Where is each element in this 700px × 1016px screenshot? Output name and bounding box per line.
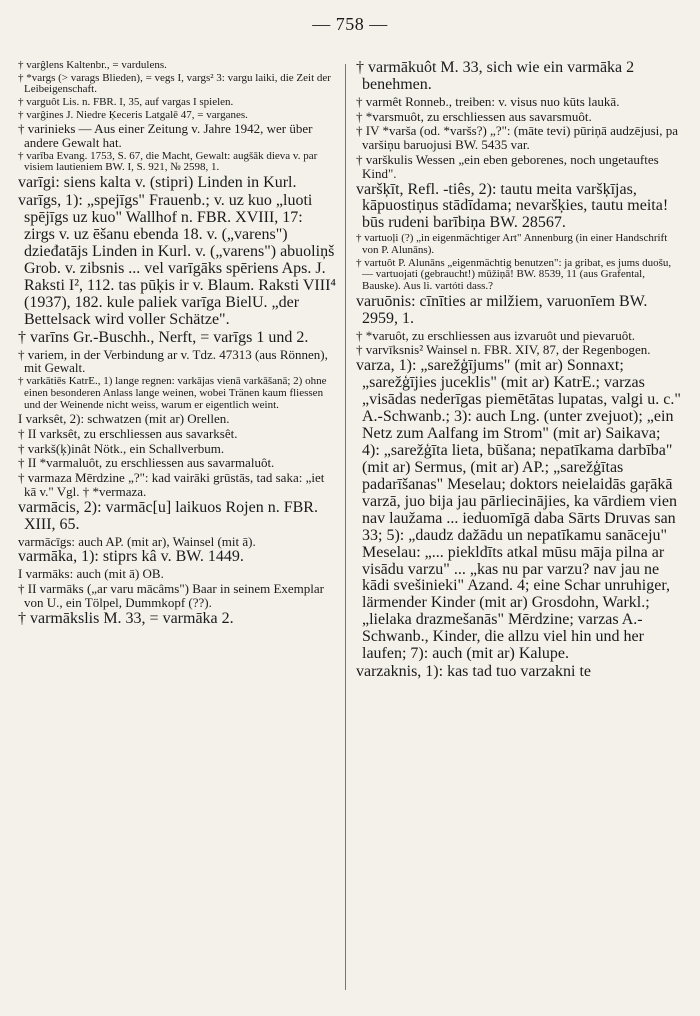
dictionary-entry: † varīns Gr.-Buschh., Nerft, = varīgs 1 und 2.	[18, 328, 309, 346]
dictionary-entry: varza, 1): „sarežģījums" (mit ar) Sonnaxt; „sarežģījies juceklis" (mit ar) KatrE.; varzas „visādas nederīgas piemētātas lupatas, valgi u. c." A.-Schwanb.; 3): auch Lng. (unter zvejuot); „ein Netz zum Aalfang im Strom" (mit ar) Saikava; 4): „sarežģīta lieta, būšana; nepatīkama darbība" (mit ar) Sermus, (mit ar) AP.; „sarežģītas padarīšanas" Meselau; doktors neielaidās gaŗākā varzā, juo bija jau pārliecinājies, ka vārdiem vien nav laužama ... ieduomīgā daba Sārts Druvas san 33; 5): „daudz dažādu un nepatīkamu sanāceju" Meselau: „... piekldīts atkal mūsu māja pilna ar visādu varzu" ... „kas nu par varzu? nav jau ne kādi svešinieki" Azand. 4; eine Schar unruhiger, lärmender Kinder (mit ar) Grosdohn, Warkl.; „lielaka drazmešanās" Mērdzine; varzas A.-Schwanb., Kinder, die allzu viel hin und her laufen; 7): auch (mit ar) Kalupe.	[356, 357, 681, 663]
dictionary-entry: † varmākuôt M. 33, sich wie ein varmāka 2 benehmen.	[356, 60, 635, 93]
dictionary-entry: I varksêt, 2): schwatzen (mit ar) Orellen.	[18, 411, 230, 427]
dictionary-entry: varuōnis: cīnīties ar milžiem, varuonīem BW. 2959, 1.	[356, 292, 648, 327]
dictionary-entry: † IV *varša (od. *varšs?) „?": (māte tevi) pūriņā audzējusi, pa varšiņu baruojusi BW. 5435 var.	[356, 123, 679, 153]
dictionary-entry: † II varmāks („ar varu mācâms") Baar in seinem Exemplar von U., ein Tölpel, Dummkopf (??).	[18, 581, 324, 610]
dictionary-entry: varmācis, 2): varmāc[u] laikuos Rojen n. FBR. XIII, 65.	[18, 498, 318, 533]
dictionary-entry: † varmaza Mērdzine „?": kad vairāki grūstās, tad saka: „iet kā v." Vgl. † *vermaza.	[18, 470, 325, 499]
dictionary-entry: † varškulis Wessen „ein eben geborenes, noch ungetauftes Kind".	[356, 151, 659, 181]
page-number: — 758 —	[312, 14, 388, 34]
dictionary-entry: I varmāks: auch (mit ā) OB.	[18, 566, 164, 582]
dictionary-entry: † varĝlens Kaltenbr., = vardulens.	[18, 60, 167, 71]
dictionary-entry: varzaknis, 1): kas tad tuo varzakni te	[356, 663, 592, 681]
dictionary-entry: † variem, in der Verbindung ar v. Tdz. 47313 (aus Rönnen), mit Gewalt.	[18, 346, 328, 376]
dictionary-entry: † varĝines J. Niedre Ķeceris Latgalē 47, = varganes.	[18, 108, 248, 121]
dictionary-entry: varīgi: siens kalta v. (stipri) Linden in Kurl.	[18, 174, 297, 192]
dictionary-entry: † varvīksnis² Wainsel n. FBR. XIV, 87, der Regenbogen.	[356, 342, 651, 358]
dictionary-entry: † varinieks — Aus einer Zeitung v. Jahre 1942, wer über andere Gewalt hat.	[18, 121, 313, 151]
column-divider	[345, 64, 346, 990]
dictionary-entry: † varība Evang. 1753, S. 67, die Macht, Gewalt: augšāk dieva v. par visiem lautieniem BW. I, S. 921, № 2598, 1.	[18, 149, 318, 174]
left-column	[18, 60, 336, 992]
dictionary-entry: † varkš(ķ)inât Nötk., ein Schallverbum.	[18, 440, 225, 456]
dictionary-entry: varmācīgs: auch AP. (mit ar), Wainsel (mit ā).	[18, 533, 256, 549]
dictionary-entry: † varmêt Ronneb., treiben: v. visus nuo kūts laukā.	[356, 93, 620, 109]
dictionary-entry: varmāka, 1): stiprs kâ v. BW. 1449.	[18, 548, 244, 566]
dictionary-entry: varšķīt, Refl. -tiês, 2): tautu meita varšķījas, kāpuostiņus stādīdama; nevaršķies, tautu meita! būs rudeni barībiņa BW. 28567.	[356, 180, 669, 232]
dictionary-entry: † vartuoļi (?) „in eigenmächtiger Art" Annenburg (in einer Handschrift von P. Alunāns).	[356, 232, 668, 257]
dictionary-entry: † *varsmuôt, zu erschliessen aus savarsmuôt.	[356, 108, 592, 124]
dictionary-entry: † II varksêt, zu erschliessen aus savarksêt.	[18, 425, 238, 441]
dictionary-entry: † *varuôt, zu erschliessen aus izvaruôt und pievaruôt.	[356, 327, 636, 343]
dictionary-entry: † II *varmaluôt, zu erschliessen aus savarmaluôt.	[18, 455, 275, 471]
dictionary-entry: † varguôt Lis. n. FBR. I, 35, auf vargas I spielen.	[18, 95, 234, 108]
dictionary-entry: † *vargs (> varags Blieden), = vegs I, vargs² 3: vargu laiki, die Zeit der Leibeigenschaft.	[18, 71, 331, 96]
right-column	[356, 60, 682, 992]
dictionary-entry: † varkātiēs KatrE., 1) lange regnen: varkājas vienā varkāšanā; 2) ohne einen besonderen Anlass lange weinen, wobei Tränen kaum fliessen und der Weinende nicht weiss, warum er eigentlich weint.	[18, 375, 327, 411]
dictionary-entry: † vartuôt P. Alunāns „eigenmächtig benutzen": ja gribat, es jums duošu, — vartuojati (gebraucht!) mūžiņā! BW. 8539, 11 (aus Grafental, Bauske). Aus li. vartóti dass.?	[356, 256, 672, 292]
dictionary-entry: † varmākslis M. 33, = varmāka 2.	[18, 609, 234, 627]
dictionary-entry: varīgs, 1): „spejīgs" Frauenb.; v. uz kuo „luoti spējīgs uz kuo" Wallhof n. FBR. XVIII, 17: zirgs v. uz ēšanu ebenda 18. v. („varens") dzieđatājs Linden in Kurl. v. („varens") abuoliņš Grob. v. zibsnis ... vel varīgāks spēriens Aps. J. Raksti I², 112. tas pūķis ir v. Blaum. Raksti VIII⁴ (1937), 182. kule paliek varīga BielU. „der Bettelsack wird voller Schätze".	[18, 192, 336, 328]
